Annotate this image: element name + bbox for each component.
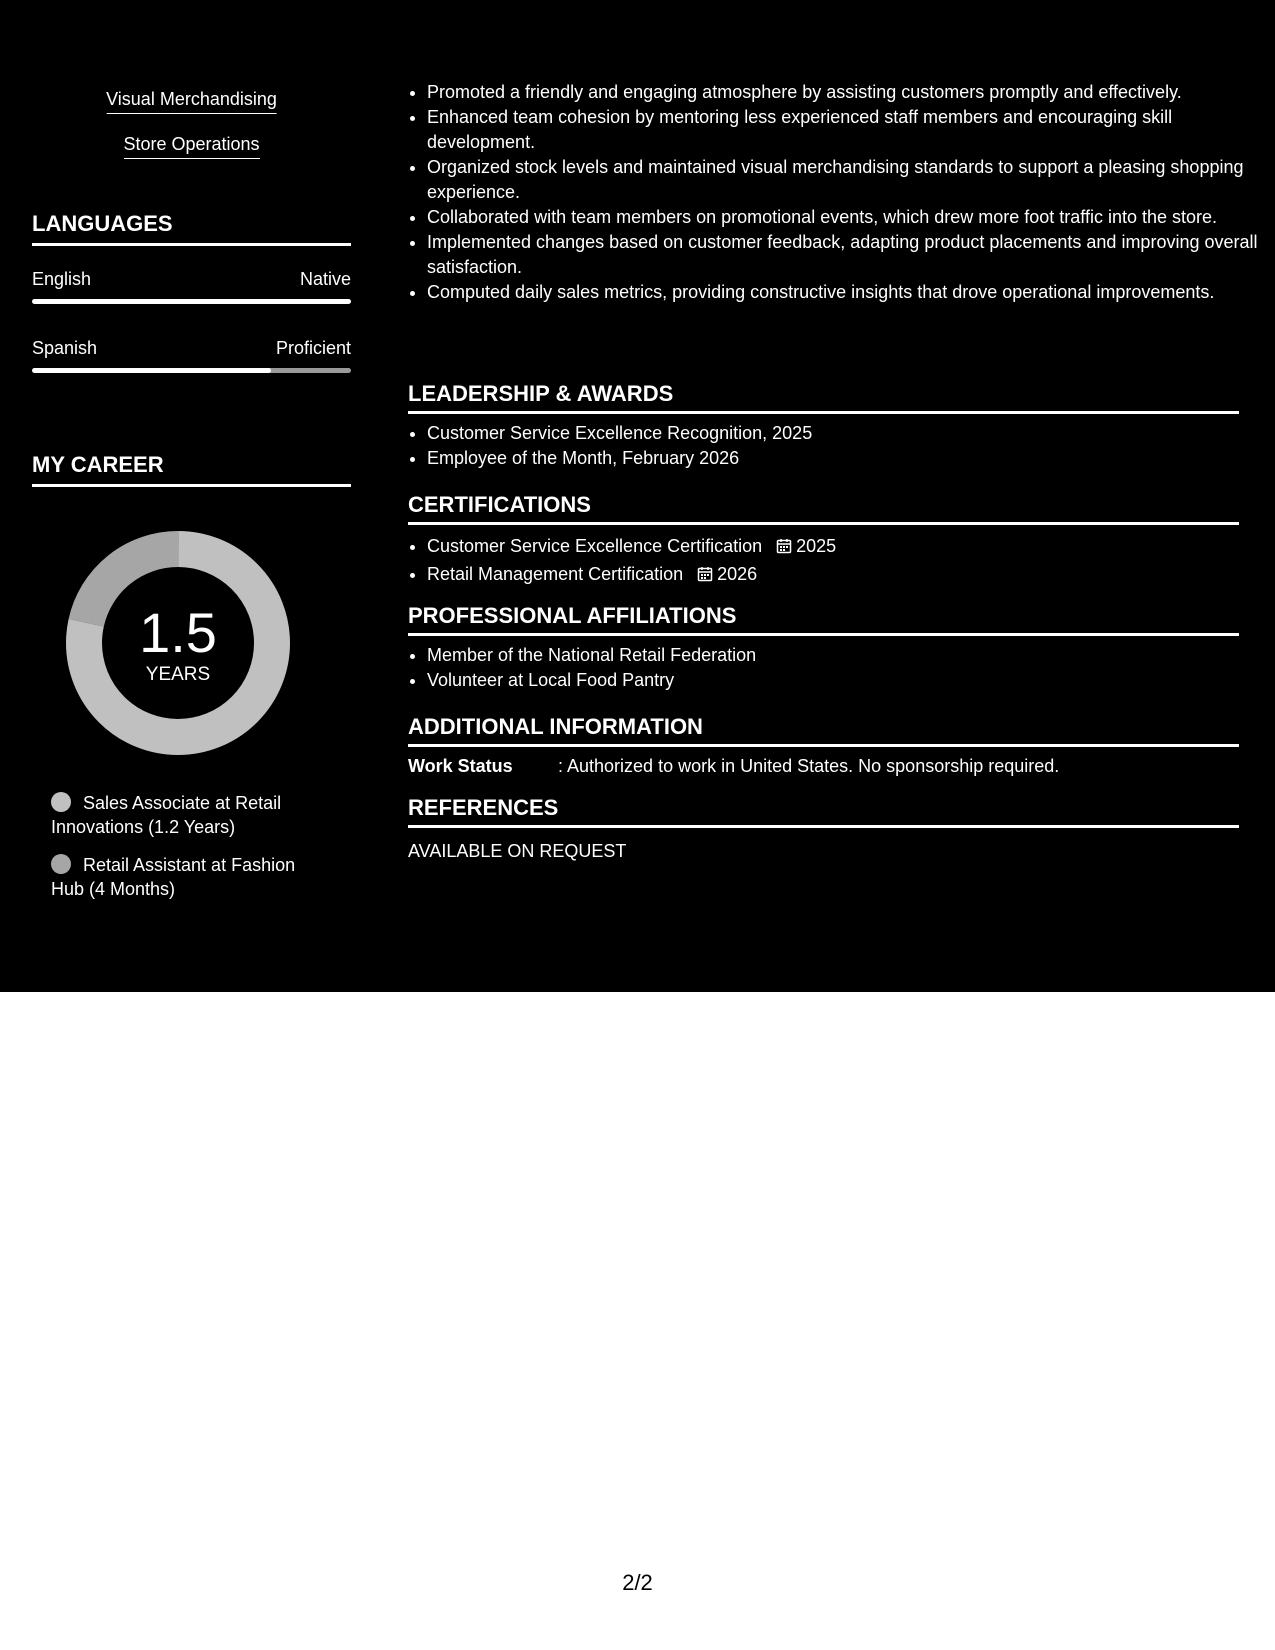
list-item: • Customer Service Excellence Recognition, 2025 [427, 421, 1258, 446]
languages-heading: LANGUAGES [32, 211, 351, 246]
page-number: 2/2 [622, 1570, 653, 1595]
career-total-value: 1.5 [139, 601, 217, 664]
skill-store-operations: Store Operations [123, 133, 259, 159]
language-bar-fill [32, 299, 351, 304]
career-heading: MY CAREER [32, 452, 351, 487]
list-item: • Promoted a friendly and engaging atmosphere by assisting customers promptly and effectively. [427, 80, 1258, 105]
certification-name: Customer Service Excellence Certification [427, 536, 763, 556]
language-name: Spanish [32, 338, 98, 358]
list-item: • Computed daily sales metrics, providing constructive insights that drove operational improvements. [427, 280, 1258, 305]
career-item [51, 791, 331, 839]
certification-year: 2025 [796, 536, 837, 556]
list-item: • Collaborated with team members on promotional events, which drew more foot traffic into the store. [427, 205, 1258, 230]
leadership-heading: LEADERSHIP & AWARDS [408, 381, 1239, 414]
list-item [427, 560, 1258, 588]
experience-bullets [408, 80, 1258, 305]
career-item-label: Retail Assistant at Fashion Hub (4 Months) [51, 855, 296, 899]
certifications-list [408, 532, 1258, 588]
career-total-unit: YEARS [145, 664, 211, 685]
list-item: • Enhanced team cohesion by mentoring less experienced staff members and encouraging skill development. [427, 105, 1258, 155]
references-heading: REFERENCES [408, 795, 1239, 828]
career-item-label: Sales Associate at Retail Innovations (1.2 Years) [51, 793, 282, 837]
certification-year: 2026 [717, 564, 758, 584]
work-status-value: : Authorized to work in United States. No sponsorship required. [558, 756, 1060, 776]
language-bar-fill [32, 368, 271, 373]
language-name: English [32, 269, 92, 289]
work-status-label: Work Status [408, 756, 513, 776]
legend-dot-icon [51, 792, 71, 812]
list-item: • Employee of the Month, February 2026 [427, 446, 1258, 471]
work-status-row [408, 754, 1239, 778]
leadership-list [408, 421, 1258, 471]
calendar-icon [697, 566, 713, 582]
language-level: Native [299, 269, 351, 289]
list-item [427, 532, 1258, 560]
certifications-heading: CERTIFICATIONS [408, 492, 1239, 525]
certification-date [697, 564, 757, 584]
language-bar [32, 299, 351, 304]
affiliations-list [408, 643, 1258, 693]
list-item: • Volunteer at Local Food Pantry [427, 668, 1258, 693]
references-text: AVAILABLE ON REQUEST [408, 841, 627, 861]
certification-name: Retail Management Certification [427, 564, 684, 584]
list-item: • Implemented changes based on customer feedback, adapting product placements and improving overall satisfaction. [427, 230, 1258, 280]
list-item: • Organized stock levels and maintained visual merchandising standards to support a pleasing shopping experience. [427, 155, 1258, 205]
certification-date [776, 536, 836, 556]
additional-info-heading: ADDITIONAL INFORMATION [408, 714, 1239, 747]
calendar-icon [776, 538, 792, 554]
affiliations-heading: PROFESSIONAL AFFILIATIONS [408, 603, 1239, 636]
language-level: Proficient [275, 338, 351, 358]
legend-dot-icon [51, 854, 71, 874]
career-item [51, 853, 331, 901]
skill-visual-merchandising: Visual Merchandising [106, 88, 277, 114]
language-bar [32, 368, 351, 373]
list-item: • Member of the National Retail Federation [427, 643, 1258, 668]
